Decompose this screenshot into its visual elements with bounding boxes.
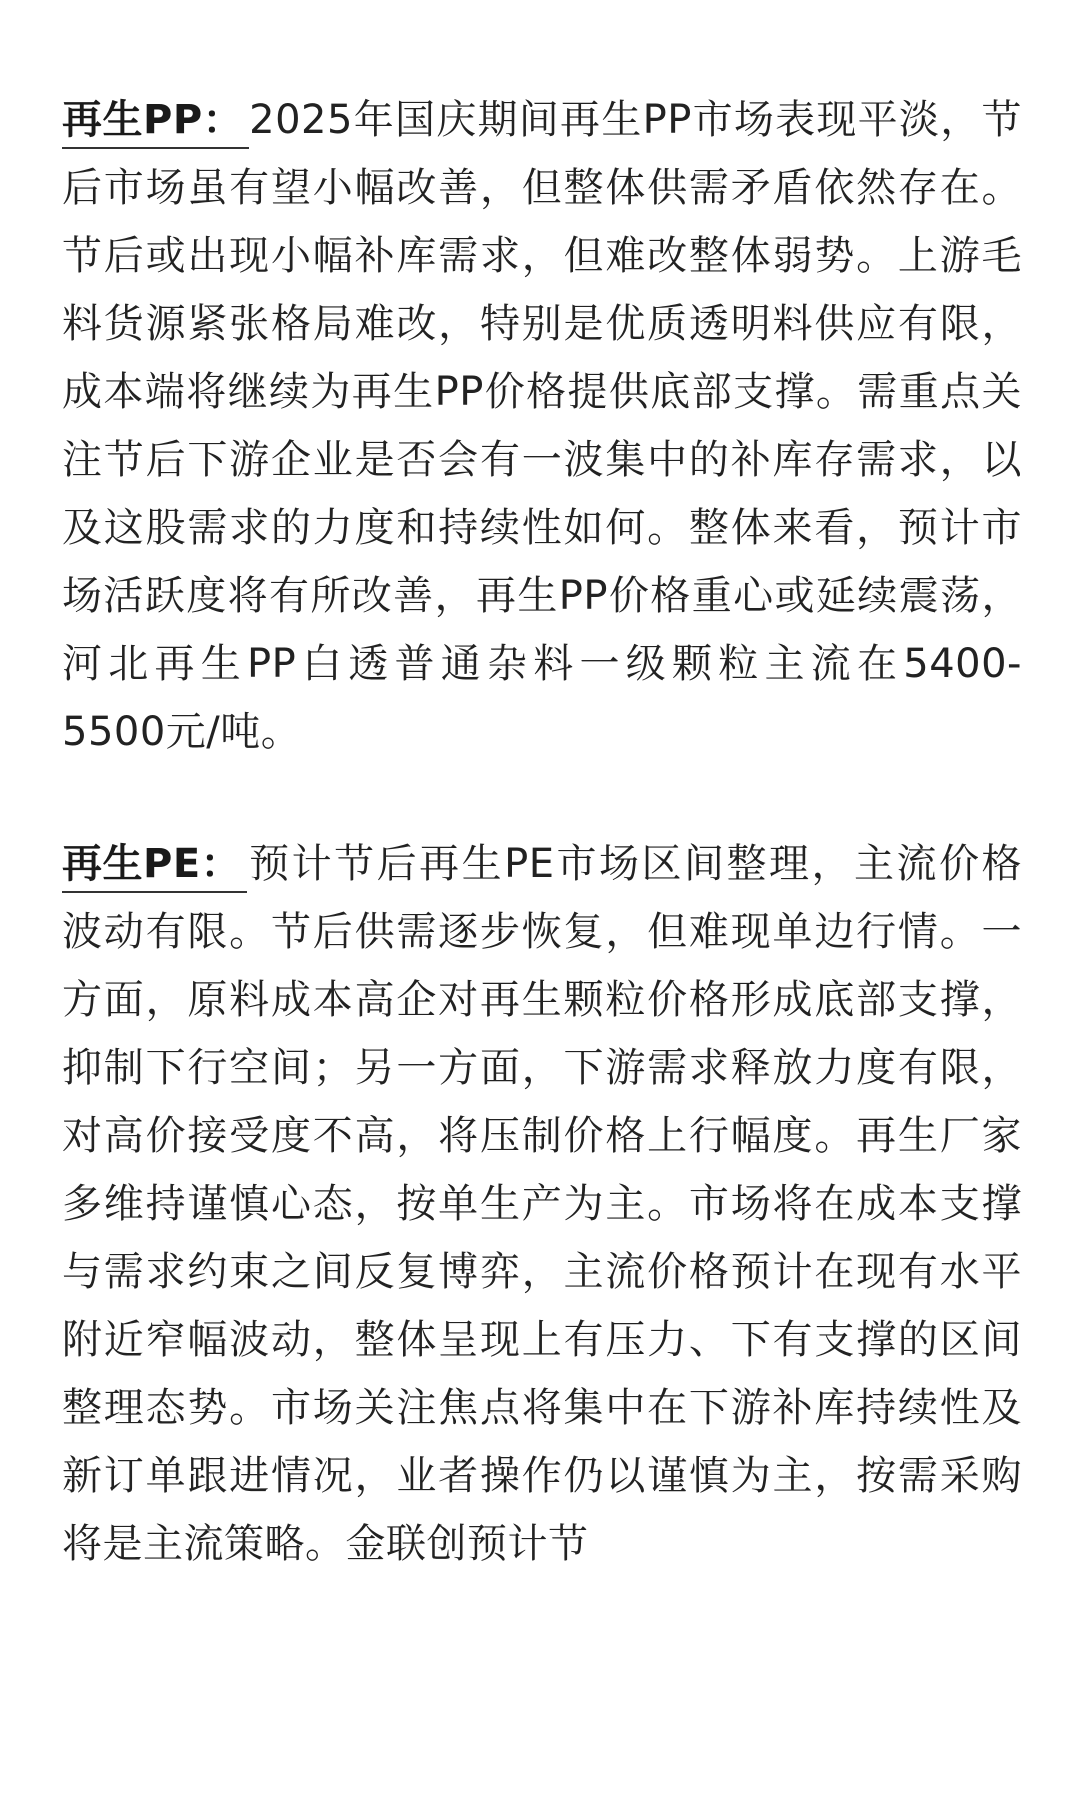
paragraph-text-recycled-pe: 预计节后再生PE市场区间整理，主流价格波动有限。节后供需逐步恢复，但难现单边行情。一方面，原料成本高企对再生颗粒价格形成底部支撑，抑制下行空间；另一方面，下游需求释放力度有限，对高价接受度不高，将压制价格上行幅度。再生厂家多维持谨慎心态，按单生产为主。市场将在成本支撑与需求约束之间反复博弈，主流价格预计在现有水平附近窄幅波动，整体呈现上有压力、下有支撑的区间整理态势。市场关注焦点将集中在下游补库持续性及新订单跟进情况，业者操作仍以谨慎为主，按需采购将是主流策略。金联创预计节 [62, 841, 1022, 1567]
section-heading-recycled-pe: 再生PE： [62, 837, 247, 893]
paragraph-recycled-pp [62, 86, 1022, 766]
article-body [62, 86, 1022, 1578]
section-heading-recycled-pp: 再生PP： [62, 93, 249, 149]
paragraph-text-recycled-pp: 2025年国庆期间再生PP市场表现平淡，节后市场虽有望小幅改善，但整体供需矛盾依然存在。节后或出现小幅补库需求，但难改整体弱势。上游毛料货源紧张格局难改，特别是优质透明料供应有限，成本端将继续为再生PP价格提供底部支撑。需重点关注节后下游企业是否会有一波集中的补库存需求，以及这股需求的力度和持续性如何。整体来看，预计市场活跃度将有所改善，再生PP价格重心或延续震荡，河北再生PP白透普通杂料一级颗粒主流在5400-5500元/吨。 [62, 97, 1022, 755]
paragraph-recycled-pe [62, 830, 1022, 1578]
